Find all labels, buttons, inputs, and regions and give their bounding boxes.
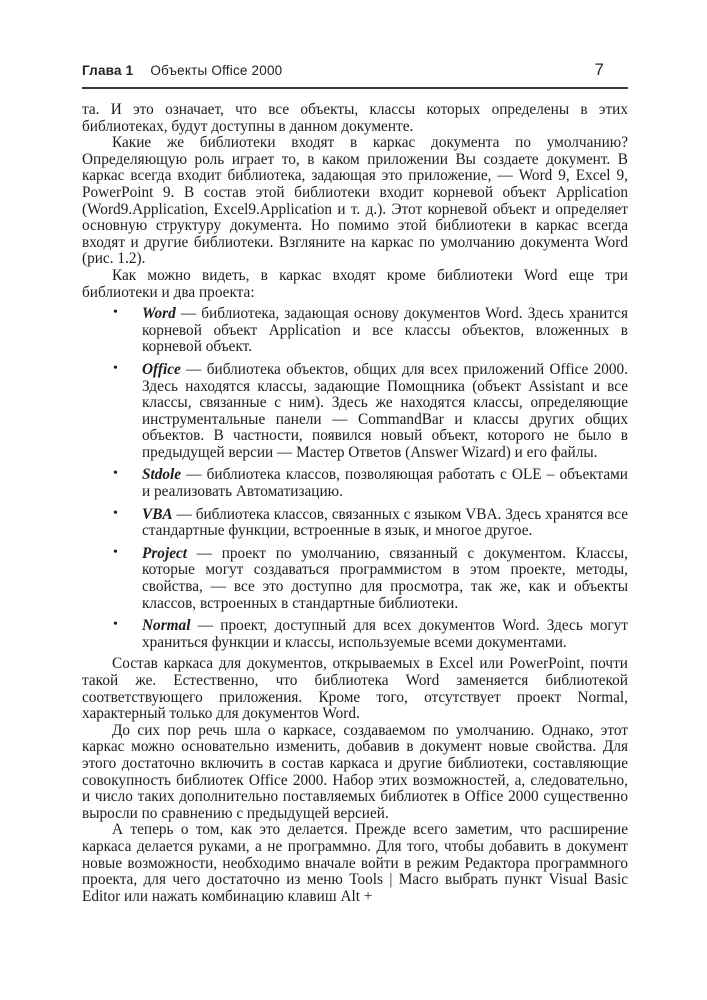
list-item (82, 507, 628, 540)
list-item-text: — библиотека классов, позволяющая работать с OLE – объектами и реализовать Автоматизацию. (142, 466, 628, 501)
page-content-area (82, 60, 628, 905)
paragraph: До сих пор речь шла о каркасе, создаваемом по умолчанию. Однако, этот каркас можно основательно изменить, добавив в документ новые свойства. Для этого достаточно включить в состав каркаса и другие библиотеки, составляющие совокупность библиотек Office 2000. Набор этих возможностей, а, следовательно, и число таких дополнительно поставляемых библиотек в Office 2000 существенно выросли по сравнению с предыдущей версией. (82, 721, 628, 822)
list-item-text: — библиотека классов, связанных с языком VBA. Здесь хранятся все стандартные функции, встроенные в язык, и многое другое. (142, 505, 628, 540)
list-item-term: Office (142, 360, 181, 378)
chapter-title: Объекты Office 2000 (150, 63, 283, 78)
list-item-text: — проект по умолчанию, связанный с документом. Классы, которые могут создаваться программистом в этом проекте, методы, свойства, — все это доступно для просмотра, так же, как и объекты классов, встроенных в стандартные библиотеки. (142, 544, 629, 612)
bullet-icon: • (113, 360, 118, 376)
paragraph: Как можно видеть, в каркас входят кроме библиотеки Word еще три библиотеки и два проекта: (82, 266, 628, 301)
list-item (82, 618, 628, 651)
bullet-icon: • (113, 505, 118, 521)
list-item-term: Word (142, 305, 176, 323)
list-item-term: Project (142, 544, 188, 562)
library-list (82, 306, 628, 651)
list-item (82, 306, 628, 356)
body-text (82, 102, 628, 905)
list-item-text: — проект, доступный для всех документов Word. Здесь могут храниться функции и классы, используемые всеми документами. (142, 617, 628, 651)
list-item (82, 467, 628, 500)
paragraph: Какие же библиотеки входят в каркас документа по умолчанию? Определяющую роль играет то, в каком приложении Вы создаете документ. В каркас всегда входит библиотека, задающая это приложение, — Word 9, Excel 9, PowerPoint 9. В состав этой библиотеки входит корневой объект Application (Word9.Application, Excel9.Application и т. д.). Этот корневой объект и определяет основную структуру документа. Но помимо этой библиотеки в каркас всегда входят и другие библиотеки. Взгляните на каркас по умолчанию документа Word (рис. 1.2). (82, 134, 628, 268)
list-item (82, 546, 628, 612)
list-item-term: VBA (142, 505, 173, 523)
bullet-icon: • (113, 617, 118, 633)
running-header (82, 60, 628, 89)
page-number: 7 (594, 60, 604, 79)
list-item-text: — библиотека объектов, общих для всех приложений Office 2000. Здесь находятся классы, задающие Помощника (объект Assistant и все классы, связанные с ним). Здесь же находятся классы, определяющие инструментальные панели — CommandBar и классы других общих объектов. В частности, появился новый объект, которого не было в предыдущей версии — Мастер Ответов (Answer Wizard) и его файлы. (142, 360, 628, 461)
list-item-text: — библиотека, задающая основу документов Word. Здесь хранится корневой объект Application и все классы объектов, вложенных в корневой объект. (142, 305, 629, 356)
bullet-icon: • (113, 544, 118, 560)
paragraph: Состав каркаса для документов, открываемых в Excel или PowerPoint, почти такой же. Естественно, что библиотека Word заменяется библиотекой соответствующего приложения. Кроме того, отсутствует проект Normal, характерный только для документов Word. (82, 655, 628, 723)
bullet-icon: • (113, 466, 118, 482)
list-item (82, 362, 628, 462)
paragraph: та. И это означает, что все объекты, классы которых определены в этих библиотеках, будут доступны в данном документе. (82, 101, 628, 135)
list-item-term: Stdole (142, 466, 182, 484)
bullet-icon: • (113, 305, 118, 321)
chapter-label: Глава 1 (82, 63, 134, 78)
list-item-term: Normal (142, 617, 191, 635)
paragraph: А теперь о том, как это делается. Прежде всего заметим, что расширение каркаса делается руками, а не программно. Для того, чтобы добавить в документ новые возможности, необходимо вначале войти в режим Редактора программного проекта, для чего достаточно из меню Tools | Macro выбрать пункт Visual Basic Editor или нажать комбинацию клавиш Alt + (82, 821, 628, 905)
